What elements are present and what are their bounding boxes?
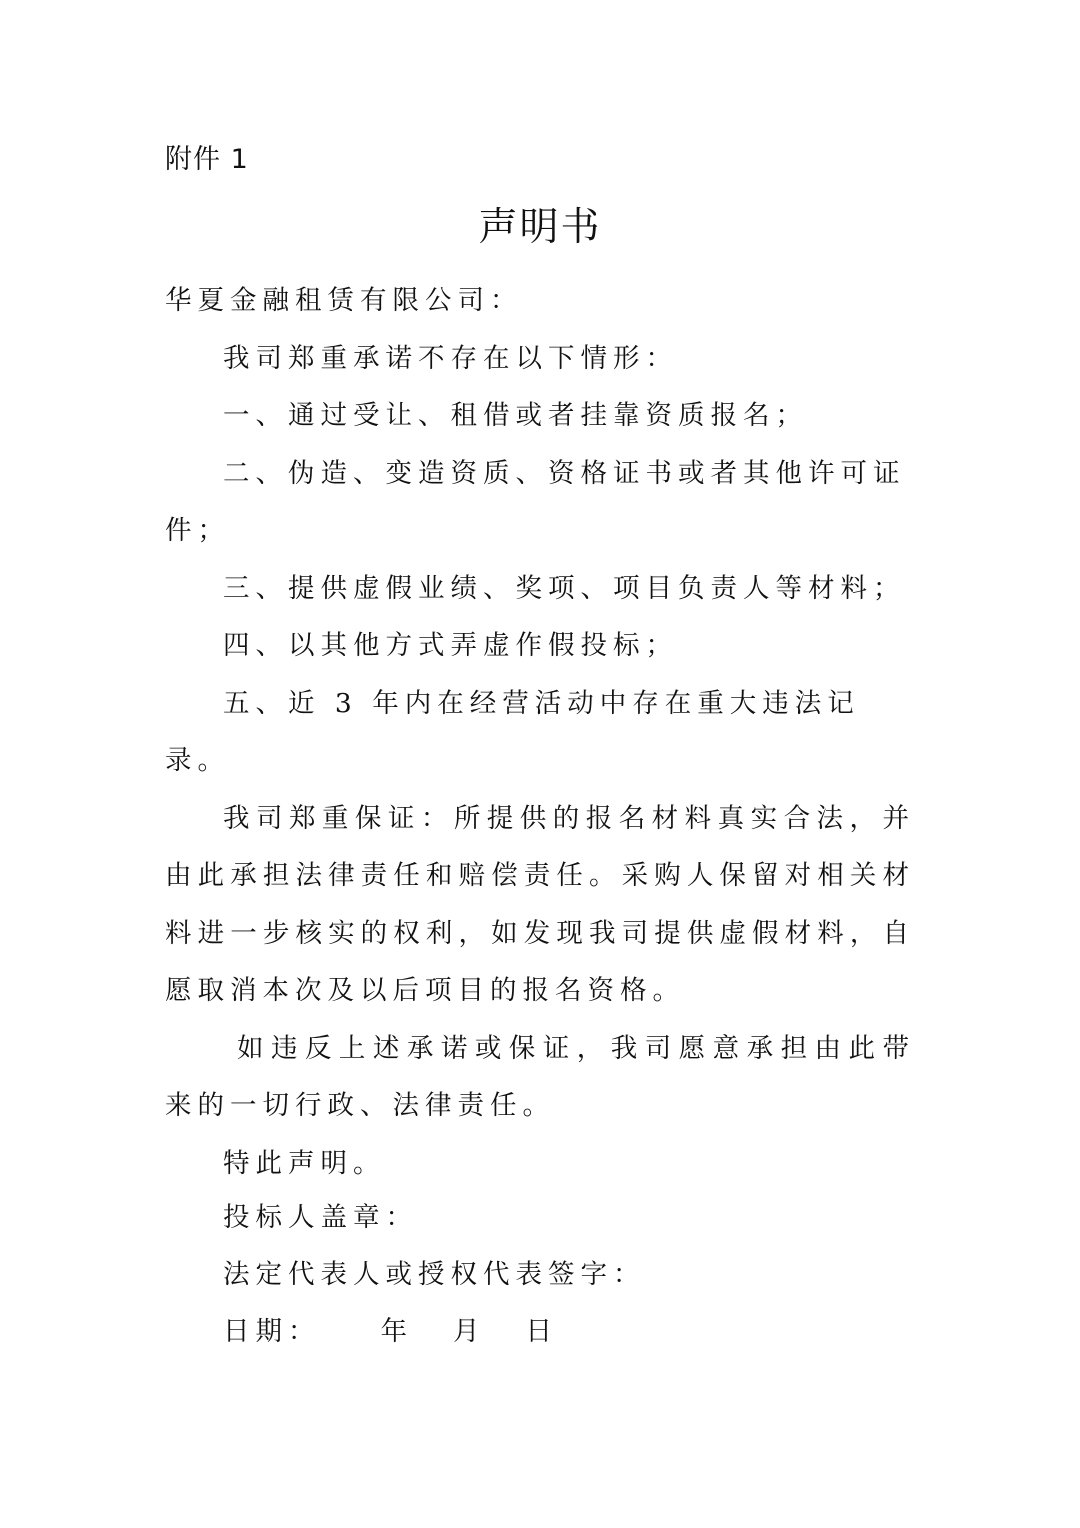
violation-paragraph: 如违反上述承诺或保证，我司愿意承担由此带来的一切行政、法律责任。 [165,1032,915,1121]
representative-line [223,1255,923,1295]
closing-statement: 特此声明。 [223,1147,386,1179]
seal-label: 投标人盖章： [223,1202,418,1233]
list-item: 二、伪造、变造资质、资格证书或者其他许可证件； [165,457,906,546]
date-label: 日期： [223,1316,321,1347]
list-item: 三、提供虚假业绩、奖项、项目负责人等材料； [223,572,906,604]
date-day: 日 [525,1316,558,1347]
guarantee-paragraph: 我司郑重保证：所提供的报名材料真实合法，并由此承担法律责任和赔偿责任。采购人保留对相关材料进一步核实的权利，如发现我司提供虚假材料，自愿取消本次及以后项目的报名资格。 [165,802,915,1006]
seal-line [223,1198,923,1238]
list-item: 一、通过受让、租借或者挂靠资质报名； [223,400,808,431]
intro-paragraph: 我司郑重承诺不存在以下情形： [223,342,678,374]
representative-label: 法定代表人或授权代表签字： [223,1259,646,1290]
list-item: 五、近 3 年内在经营活动中存在重大违法记录。 [165,687,860,776]
document-body [165,272,915,1192]
list-item: 四、以其他方式弄虚作假投标； [223,630,678,661]
date-year: 年 [380,1316,413,1347]
date-line [223,1312,923,1352]
date-month: 月 [453,1316,486,1347]
salutation: 华夏金融租赁有限公司： [165,285,523,316]
attachment-label: 附件 1 [165,144,249,175]
document-title: 声明书 [478,205,602,250]
